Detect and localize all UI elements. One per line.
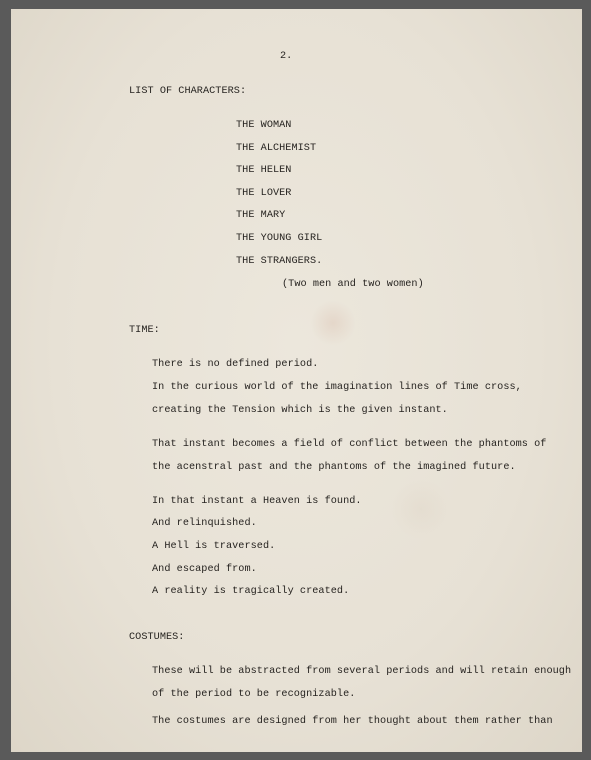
character-item: THE HELEN [236,165,292,176]
time-line: A Hell is traversed. [152,541,276,552]
paper-stain [391,479,451,539]
strangers-note: (Two men and two women) [282,279,424,290]
character-item: THE STRANGERS. [236,256,323,267]
costumes-heading: COSTUMES: [129,632,185,643]
characters-heading: LIST OF CHARACTERS: [129,86,247,97]
costumes-line: The costumes are designed from her thought about them rather than [152,716,553,727]
character-item: THE MARY [236,210,286,221]
time-line: And relinquished. [152,518,257,529]
time-line: And escaped from. [152,564,257,575]
character-item: THE YOUNG GIRL [236,233,323,244]
typewritten-page [11,9,582,752]
time-line: the acenstral past and the phantoms of the imagined future. [152,462,516,473]
time-line: That instant becomes a field of conflict between the phantoms of [152,439,547,450]
time-line: In that instant a Heaven is found. [152,496,362,507]
character-item: THE LOVER [236,188,292,199]
time-line: creating the Tension which is the given instant. [152,405,448,416]
costumes-line: These will be abstracted from several periods and will retain enough [152,666,572,677]
character-item: THE ALCHEMIST [236,143,317,154]
character-item: THE WOMAN [236,120,292,131]
paper-stain [311,299,355,347]
time-line: In the curious world of the imagination lines of Time cross, [152,382,522,393]
page-number: 2. [280,51,293,62]
costumes-line: of the period to be recognizable. [152,689,356,700]
time-heading: TIME: [129,325,160,336]
time-line: A reality is tragically created. [152,586,350,597]
time-line: There is no defined period. [152,359,319,370]
